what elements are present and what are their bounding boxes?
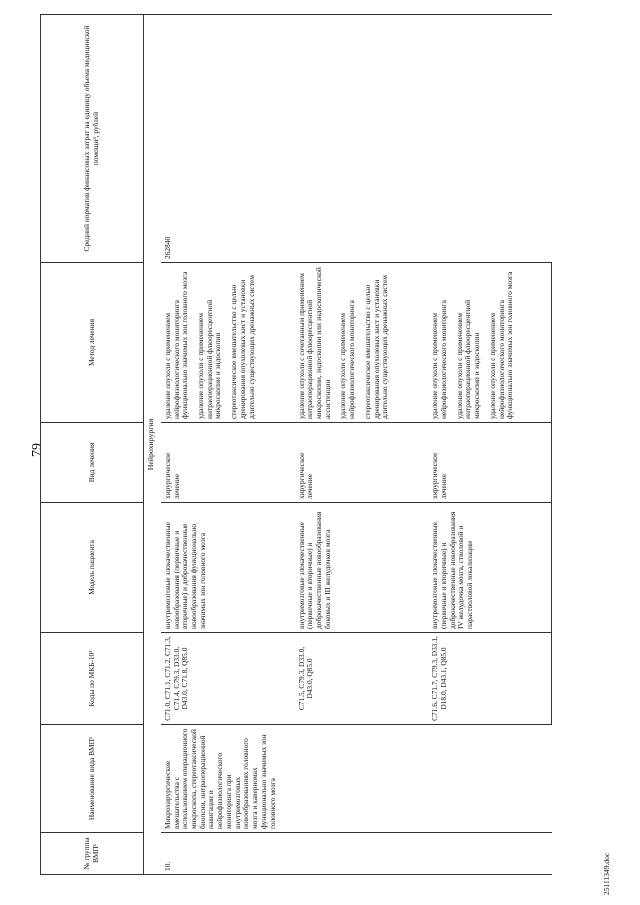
row2-method-1: удаление опухоли с сочетанным применением интраоперационной флюоресцентной микроскопии, эндоскопии или эндоскопической ассистенции	[296, 267, 332, 419]
group-number: 10.	[161, 833, 552, 875]
row2-method-2: удаление опухоли с применением нейрофизиологического мониторинга	[338, 300, 357, 419]
row2-method	[295, 263, 429, 423]
footer-doc-name: 25111349.doc	[602, 852, 611, 895]
row1-method	[161, 263, 295, 423]
page-number: 79	[30, 443, 45, 457]
row1-method-1: удаление опухоли с применением нейрофизиологического мониторинга функционально значимых зон головного мозга	[162, 271, 190, 419]
group-cost: 262840	[161, 15, 552, 263]
row3-method	[428, 263, 551, 423]
row3-method-1: удаление опухоли с применением нейрофизиологического мониторинга	[430, 300, 448, 419]
section-title: Нейрохирургия	[144, 15, 161, 875]
row3-treatment-type: хирургическое лечение	[428, 423, 551, 503]
row2-model: внутримозговые злокачественные (первичные и вторичные) и доброкачественные новообразования боковых и III желудочков мозга	[295, 503, 429, 633]
vmp-table	[40, 14, 552, 875]
header-cost: Средний норматив финансовых затрат на единицу объема медицинской помощи³, рублей	[41, 15, 144, 263]
row1-treatment-type: хирургическое лечение	[161, 423, 295, 503]
table-row	[161, 15, 295, 875]
row3-method-2: удаление опухоли с применением интраоперационной флюоресцентной микроскопии и эндоскопии	[454, 299, 482, 419]
header-codes: Коды по МКБ-10²	[41, 633, 144, 725]
row2-treatment-type: хирургическое лечение	[295, 423, 429, 503]
row1-method-3: стереотаксическое вмешательство с целью дренирования опухолевых кист и установки длительно существующих дренажных систем	[229, 275, 256, 419]
row2-method-3: стереотаксическое вмешательство с целью дренирования опухолевых кист и установки длительно существующих дренажных систем	[362, 275, 390, 419]
row1-model: внутримозговые злокачественные новообразования (первичные и вторичные) и доброкачественные новообразования функционально значимых зон головного мозга	[161, 503, 295, 633]
header-name: Наименование вида ВМП¹	[41, 725, 144, 833]
row1-method-2: удаление опухоли с применением интраоперационной флюоресцентной микроскопии и эндоскопии	[196, 299, 223, 419]
row1-codes: C71.0, C71.1, C71.2, C71.3, C71.4, C79.3, D33.0, D43.0, C71.8, Q85.0	[161, 633, 295, 725]
group-name: Микрохирургические вмешательства с использованием операционного микроскопа, стереотаксической биопсии, интраоперационной навигации и нейрофизиологического мониторинга при внутримозговых новообразованиях головного мозга и каверномах функционально значимых зон головного мозга	[161, 725, 552, 833]
header-row	[41, 15, 144, 875]
header-treatment-type: Вид лечения	[41, 423, 144, 503]
row3-model: внутримозговые злокачественные (первичные и вторичные) и доброкачественные новообразования IV желудочка мозга, стволовой и парастволовой локализации	[428, 503, 551, 633]
row2-codes: C71.5, C79.3, D33.0, D43.0, Q85.0	[295, 633, 429, 725]
row3-codes: C71.6, C71.7, C79.3, D33.1, D18.0, D43.1, Q85.0	[428, 633, 551, 725]
header-model: Модель пациента	[41, 503, 144, 633]
header-group-no: № группы ВМП¹	[41, 833, 144, 875]
header-method: Метод лечения	[41, 263, 144, 423]
row3-method-3: удаление опухоли с применением нейрофизиологического мониторинга функционально значимых зон головного мозга	[487, 271, 515, 419]
section-row	[144, 15, 161, 875]
